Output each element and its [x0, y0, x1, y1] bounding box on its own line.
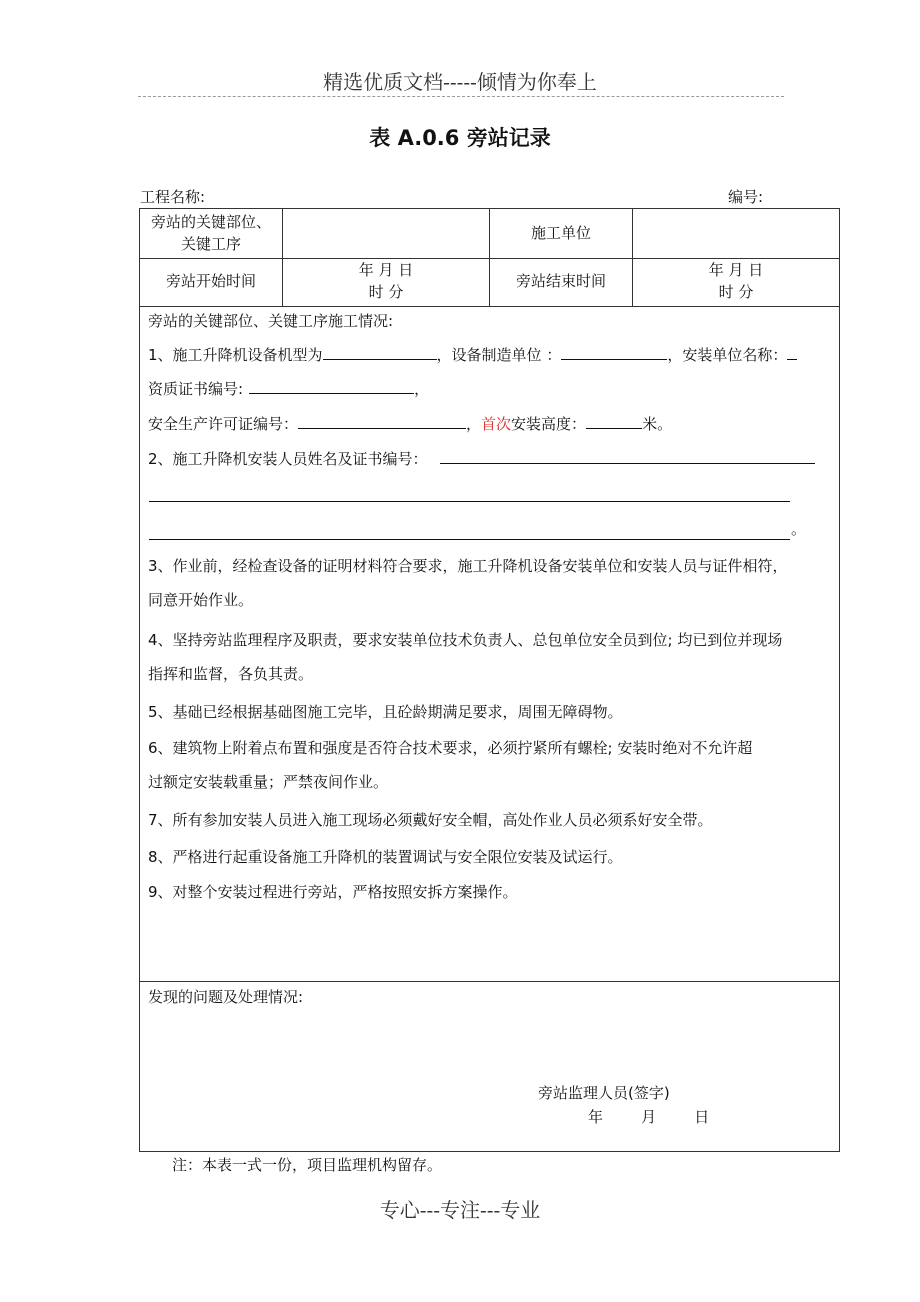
height-label: 安装高度：: [511, 415, 587, 433]
end-date: 年 月 日: [708, 261, 764, 279]
item-4-line1: 4、坚持旁站监理程序及职责，要求安装单位技术负责人、总包单位安全员到位; 均已到位并现场: [148, 631, 783, 649]
key-parts-label-line1: 旁站的关键部位、: [150, 213, 271, 231]
model-label: 1、施工升降机设备机型为: [148, 346, 323, 364]
item-4: [148, 623, 831, 691]
license-blank[interactable]: [298, 412, 466, 429]
problems-heading: 发现的问题及处理情况:: [148, 988, 304, 1006]
installers-line: [148, 442, 831, 476]
manufacturer-label: ，设备制造单位 ：: [436, 346, 562, 364]
installers-label: 2、施工升降机安装人员姓名及证书编号：: [148, 450, 428, 468]
page-header: 精选优质文档-----倾情为你奉上: [323, 70, 597, 94]
construction-unit-value[interactable]: [633, 209, 839, 258]
end-hour-minute: 时 分: [718, 283, 754, 301]
key-parts-label-line2: 关键工序: [180, 235, 241, 253]
qualification-label: 资质证书编号:: [148, 380, 244, 398]
installers-end: 。: [791, 520, 807, 538]
item-3: [148, 549, 831, 617]
installer-label: ，安装单位名称：: [667, 346, 788, 364]
construction-unit-label: 施工单位: [530, 224, 591, 242]
supervisor-signature[interactable]: 旁站监理人员(签字): [538, 1084, 670, 1102]
start-date: 年 月 日: [358, 261, 414, 279]
start-hour-minute: 时 分: [368, 283, 404, 301]
model-blank[interactable]: [323, 343, 437, 360]
form-title: 表 A.0.6 旁站记录: [369, 126, 551, 150]
item-6-line2: 过额定安装载重量；严禁夜间作业。: [148, 773, 389, 791]
start-time-value[interactable]: [283, 259, 489, 303]
form-note: 注：本表一式一份，项目监理机构留存。: [172, 1156, 443, 1174]
qualification-comma: ，: [414, 380, 430, 398]
item-9: 9、对整个安装过程进行旁站，严格按照安拆方案操作。: [148, 883, 518, 901]
end-time-label: 旁站结束时间: [515, 272, 606, 290]
installer-blank[interactable]: [787, 343, 797, 360]
installers-blank-line-2[interactable]: [149, 501, 790, 502]
item-6: [148, 731, 831, 799]
height-blank[interactable]: [586, 412, 642, 429]
equipment-line: [148, 338, 831, 372]
item-4-line2: 指挥和监督，各负其责。: [148, 665, 314, 683]
record-form: [139, 208, 840, 1152]
start-time-label: 旁站开始时间: [165, 272, 256, 290]
item-6-line1: 6、建筑物上附着点布置和强度是否符合技术要求，必须拧紧所有螺栓; 安装时绝对不允许超: [148, 739, 753, 757]
qualification-line: [148, 372, 831, 406]
height-unit: 米。: [642, 415, 673, 433]
situation-heading: 旁站的关键部位、关键工序施工情况:: [148, 312, 394, 330]
installers-blank-line-3[interactable]: [149, 539, 790, 540]
manufacturer-blank[interactable]: [561, 343, 667, 360]
item-7: 7、所有参加安装人员进入施工现场必须戴好安全帽，高处作业人员必须系好安全带。: [148, 811, 713, 829]
key-parts-value[interactable]: [283, 209, 489, 258]
signature-date: 年 月 日: [588, 1108, 710, 1126]
first-time-text: 首次: [481, 415, 512, 433]
license-line: [148, 407, 831, 441]
license-comma: ，: [466, 415, 482, 433]
license-label: 安全生产许可证编号：: [148, 415, 299, 433]
qualification-blank[interactable]: [249, 377, 414, 394]
project-name-label: 工程名称:: [140, 188, 206, 206]
item-5: 5、基础已经根据基础图施工完毕，且砼龄期满足要求，周围无障碍物。: [148, 703, 623, 721]
header-divider: [138, 96, 784, 97]
item-3-line1: 3、作业前，经检查设备的证明材料符合要求，施工升降机设备安装单位和安装人员与证件相符，: [148, 557, 788, 575]
item-8: 8、严格进行起重设备施工升降机的装置调试与安全限位安装及试运行。: [148, 848, 623, 866]
item-3-line2: 同意开始作业。: [148, 591, 254, 609]
installers-blank[interactable]: [440, 447, 815, 464]
page-footer: 专心---专注---专业: [379, 1198, 541, 1222]
key-parts-label: [140, 211, 282, 255]
number-label: 编号:: [728, 188, 764, 206]
end-time-value[interactable]: [633, 259, 839, 303]
